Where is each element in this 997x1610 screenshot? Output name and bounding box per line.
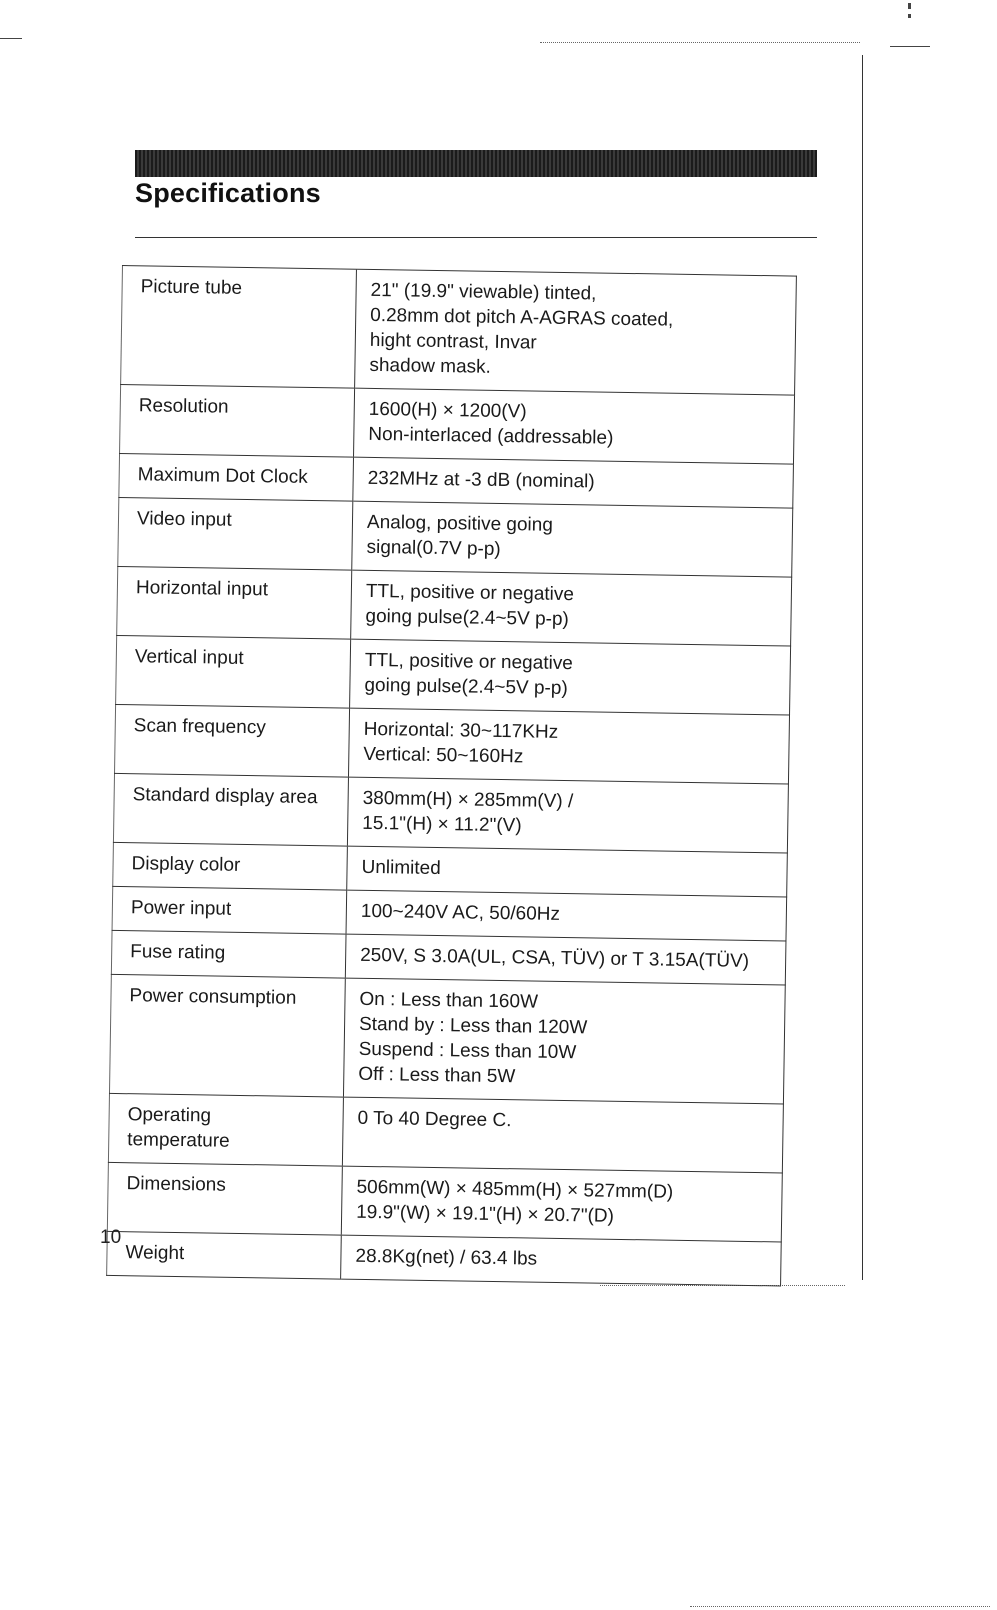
scan-mark — [0, 38, 22, 39]
spec-row — [109, 974, 785, 1104]
spec-label: Weight — [107, 1231, 342, 1279]
spec-label: Fuse rating — [111, 930, 346, 978]
spec-value — [355, 269, 797, 395]
spec-value — [348, 708, 789, 784]
spec-value — [352, 501, 793, 577]
spec-value-line: Vertical: 50~160Hz — [363, 743, 524, 768]
scan-mark — [908, 14, 911, 18]
spec-value-line: 506mm(W) × 485mm(H) × 527mm(D) — [356, 1176, 674, 1203]
page-number: 10 — [100, 1227, 122, 1248]
spec-value-line: Off : Less than 5W — [358, 1063, 516, 1088]
specifications-table — [106, 265, 797, 1286]
spec-row — [116, 635, 791, 715]
spec-value — [347, 777, 788, 853]
spec-value-line: 19.9"(W) × 19.1"(H) × 20.7"(D) — [355, 1201, 615, 1227]
page-edge — [862, 55, 863, 1280]
spec-value — [354, 388, 795, 464]
spec-value-line: TTL, positive or negative — [365, 580, 575, 606]
spec-value — [341, 1166, 782, 1242]
spec-label: Power consumption — [109, 974, 345, 1097]
spec-label: Resolution — [120, 384, 355, 457]
scan-mark — [890, 46, 930, 47]
spec-label: Maximum Dot Clock — [119, 453, 354, 501]
spec-label: Vertical input — [116, 635, 351, 708]
scan-mark — [908, 3, 911, 9]
spec-value-line: Suspend : Less than 10W — [358, 1038, 577, 1064]
spec-value — [353, 457, 794, 508]
spec-value-line: 250V, S 3.0A(UL, CSA, TÜV) or T 3.15A(TÜV) — [360, 944, 750, 972]
spec-value-line: 15.1"(H) × 11.2"(V) — [362, 812, 522, 837]
spec-value-line: Analog, positive going — [366, 511, 554, 536]
spec-value-line: 0 To 40 Degree C. — [357, 1107, 512, 1132]
specifications-table-body — [107, 266, 797, 1286]
spec-label: Operating temperature — [108, 1093, 343, 1166]
section-header-bar — [135, 150, 817, 177]
spec-value-line: On : Less than 160W — [359, 988, 539, 1013]
spec-value — [343, 978, 785, 1104]
spec-value-line: 232MHz at -3 dB (nominal) — [367, 467, 595, 493]
spec-value-line: Non-interlaced (addressable) — [368, 423, 614, 449]
spec-label: Power input — [112, 886, 347, 934]
spec-label: Standard display area — [113, 773, 348, 846]
spec-row — [118, 497, 793, 577]
spec-value-line: 28.8Kg(net) / 63.4 lbs — [355, 1245, 538, 1270]
spec-value — [345, 934, 786, 985]
spec-row — [121, 266, 797, 396]
spec-row — [107, 1162, 782, 1242]
spec-label: Dimensions — [107, 1162, 342, 1235]
spec-row — [108, 1093, 783, 1173]
spec-row — [107, 1231, 782, 1286]
spec-value-line: going pulse(2.4~5V p-p) — [364, 674, 568, 700]
spec-value — [342, 1097, 783, 1173]
spec-value-line: signal(0.7V p-p) — [366, 536, 501, 560]
spec-label: Display color — [113, 842, 348, 890]
spec-label: Scan frequency — [115, 704, 350, 777]
spec-value-line: shadow mask. — [369, 354, 492, 378]
scan-edge — [540, 42, 860, 43]
spec-value-line: Unlimited — [361, 856, 441, 880]
spec-value — [341, 1235, 782, 1286]
spec-label: Video input — [118, 497, 353, 570]
spec-value-line: hight contrast, Invar — [369, 329, 537, 354]
spec-value-line: TTL, positive or negative — [364, 649, 574, 675]
spec-value-line: 1600(H) × 1200(V) — [368, 398, 527, 423]
spec-value-line: Horizontal: 30~117KHz — [363, 718, 559, 743]
spec-row — [117, 566, 792, 646]
spec-value-line: going pulse(2.4~5V p-p) — [365, 605, 569, 631]
scan-edge — [690, 1606, 990, 1607]
spec-label: Horizontal input — [117, 566, 352, 639]
spec-value — [346, 890, 787, 941]
spec-value — [350, 639, 791, 715]
spec-value — [347, 846, 788, 897]
spec-row — [113, 773, 788, 853]
spec-value — [351, 570, 792, 646]
page-title: Specifications — [135, 178, 321, 208]
spec-label: Picture tube — [121, 266, 357, 389]
spec-value-line: 0.28mm dot pitch A-AGRAS coated, — [370, 304, 674, 331]
spec-value-line: Stand by : Less than 120W — [358, 1013, 588, 1039]
spec-value-line: 100~240V AC, 50/60Hz — [360, 900, 561, 925]
spec-row — [120, 384, 795, 464]
spec-row — [115, 704, 790, 784]
title-rule — [135, 237, 817, 238]
spec-value-line: 380mm(H) × 285mm(V) / — [362, 787, 574, 813]
spec-value-line: 21" (19.9" viewable) tinted, — [370, 279, 597, 305]
